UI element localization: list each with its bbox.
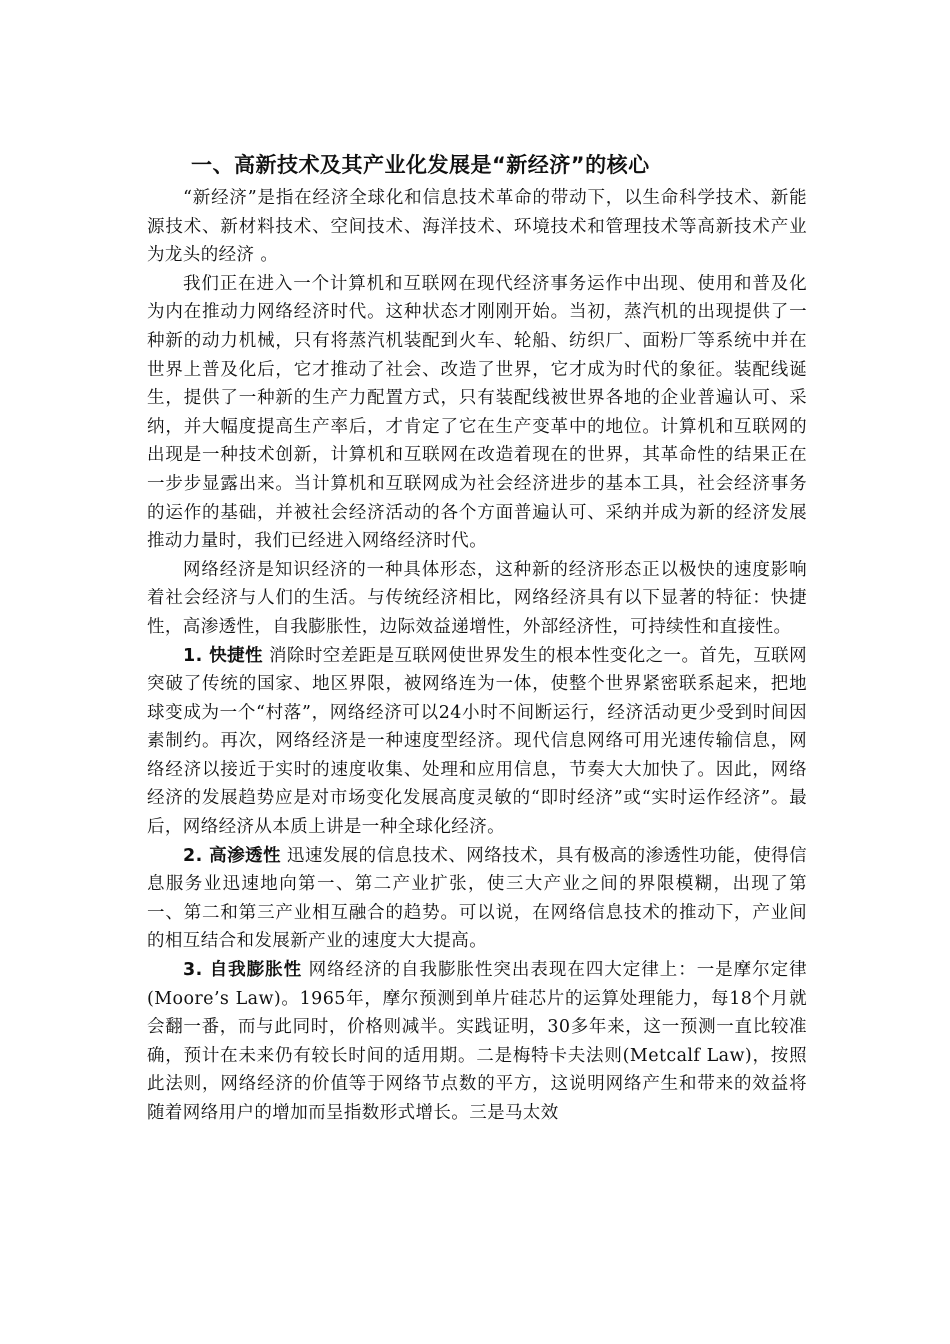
- paragraph-lead: 1. 快捷性: [183, 645, 263, 666]
- paragraph-text: 网络经济是知识经济的一种具体形态，这种新的经济形态正以极快的速度影响着社会经济与人们的生活。与传统经济相比，网络经济具有以下显著的特征：快捷性，高渗透性，自我膨胀性，边际效益递增性，外部经济性，可持续性和直接性。: [147, 559, 807, 637]
- paragraph-text: 网络经济的自我膨胀性突出表现在四大定律上：一是摩尔定律(Moore’s Law)。1965年，摩尔预测到单片硅芯片的运算处理能力，每18个月就会翻一番，而与此同时，价格则减半。实践证明，30多年来，这一预测一直比较准确，预计在未来仍有较长时间的适用期。二是梅特卡夫法则(Metcalf Law)，按照此法则，网络经济的价值等于网络节点数的平方，这说明网络产生和带来的效益将随着网络用户的增加而呈指数形式增长。三是马太效: [147, 960, 807, 1123]
- paragraph-penetration: [147, 842, 807, 956]
- paragraph-speed: [147, 642, 807, 842]
- paragraph-network-era: [147, 270, 807, 556]
- paragraph-lead: 3. 自我膨胀性: [183, 960, 303, 981]
- paragraph-text: 消除时空差距是互联网使世界发生的根本性变化之一。首先，互联网突破了传统的国家、地区界限，被网络连为一体，使整个世界紧密联系起来，把地球变成为一个“村落”，网络经济可以24小时不间断运行，经济活动更少受到时间因素制约。再次，网络经济是一种速度型经济。现代信息网络可用光速传输信息，网络经济以接近于实时的速度收集、处理和应用信息，节奏大大加快了。因此，网络经济的发展趋势应是对市场变化发展高度灵敏的“即时经济”或“实时运作经济”。最后，网络经济从本质上讲是一种全球化经济。: [147, 645, 807, 838]
- paragraph-definition: [147, 184, 807, 270]
- paragraph-lead: 2. 高渗透性: [183, 845, 281, 866]
- paragraph-text: “新经济”是指在经济全球化和信息技术革命的带动下，以生命科学技术、新能源技术、新材料技术、空间技术、海洋技术、环境技术和管理技术等高新技术产业为龙头的经济 。: [147, 188, 807, 266]
- document-page: [147, 150, 807, 1128]
- paragraph-text: 我们正在进入一个计算机和互联网在现代经济事务运作中出现、使用和普及化为内在推动力网络经济时代。这种状态才刚刚开始。当初，蒸汽机的出现提供了一种新的动力机械，只有将蒸汽机装配到火车、轮船、纺织厂、面粉厂等系统中并在世界上普及化后，它才推动了社会、改造了世界，它才成为时代的象征。装配线诞生，提供了一种新的生产力配置方式，只有装配线被世界各地的企业普遍认可、采纳，并大幅度提高生产率后，才肯定了它在生产变革中的地位。计算机和互联网的出现是一种技术创新，计算机和互联网在改造着现在的世界，其革命性的结果正在一步步显露出来。当计算机和互联网成为社会经济进步的基本工具，社会经济事务的运作的基础，并被社会经济活动的各个方面普遍认可、采纳并成为新的经济发展推动力量时，我们已经进入网络经济时代。: [147, 273, 807, 552]
- paragraph-text: 迅速发展的信息技术、网络技术，具有极高的渗透性功能，使得信息服务业迅速地向第一、第二产业扩张，使三大产业之间的界限模糊，出现了第一、第二和第三产业相互融合的趋势。可以说，在网络信息技术的推动下，产业间的相互结合和发展新产业的速度大大提高。: [147, 845, 808, 952]
- paragraph-features: [147, 556, 807, 642]
- paragraph-self-expansion: [147, 956, 807, 1128]
- section-title: 一、高新技术及其产业化发展是“新经济”的核心: [191, 153, 650, 177]
